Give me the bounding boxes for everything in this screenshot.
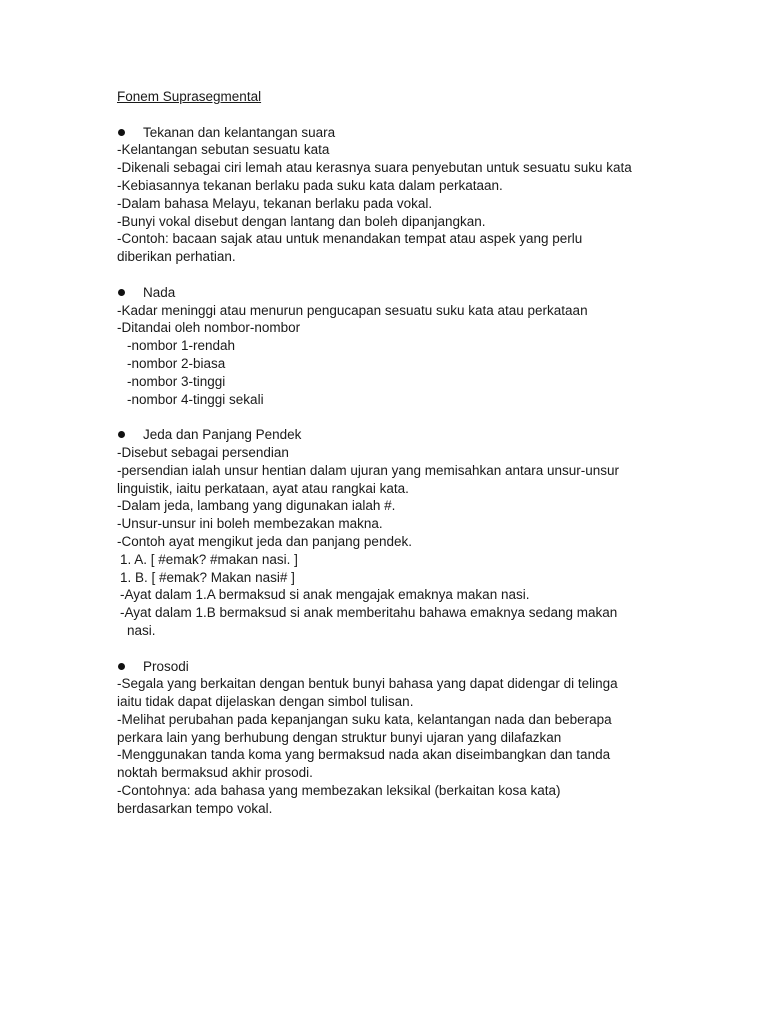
bullet-icon (118, 289, 125, 296)
body-line: perkara lain yang berhubung dengan struktur bunyi ujaran yang dilafazkan (117, 729, 562, 745)
section-tekanan (117, 124, 677, 266)
body-line: -Segala yang berkaitan dengan bentuk bunyi bahasa yang dapat didengar di telinga (117, 676, 618, 692)
body-line: -Kelantangan sebutan sesuatu kata (117, 142, 330, 158)
body-line: -nombor 4-tinggi sekali (127, 391, 264, 407)
section-heading-text: Prosodi (143, 658, 189, 674)
bullet-icon (118, 431, 125, 438)
body-line: -Contoh ayat mengikut jeda dan panjang pendek. (117, 533, 412, 549)
section-heading (117, 426, 677, 444)
body-line: nasi. (127, 622, 156, 638)
body-line: -persendian ialah unsur hentian dalam ujuran yang memisahkan antara unsur-unsur (117, 462, 620, 478)
body-line: 1. A. [ #emak? #makan nasi. ] (120, 551, 298, 567)
body-line: iaitu tidak dapat dijelaskan dengan simbol tulisan. (117, 694, 414, 710)
body-line: -Dalam bahasa Melayu, tekanan berlaku pada vokal. (117, 195, 433, 211)
document-title: Fonem Suprasegmental (117, 89, 262, 104)
spacer (117, 408, 677, 426)
section-heading (117, 658, 677, 676)
body-line: -Ayat dalam 1.B bermaksud si anak memberitahu bahawa emaknya sedang makan (120, 605, 618, 621)
section-heading (117, 284, 677, 302)
body-line: -Unsur-unsur ini boleh membezakan makna. (117, 516, 383, 532)
body-line: -Bunyi vokal disebut dengan lantang dan boleh dipanjangkan. (117, 213, 486, 229)
body-line: berdasarkan tempo vokal. (117, 800, 273, 816)
body-line: -Dalam jeda, lambang yang digunakan ialah #. (117, 498, 396, 514)
body-line: -nombor 3-tinggi (127, 373, 226, 389)
spacer (117, 106, 677, 124)
section-jeda (117, 426, 677, 640)
section-heading-text: Nada (143, 284, 176, 300)
bullet-icon (118, 663, 125, 670)
spacer (117, 266, 677, 284)
body-line: -Ayat dalam 1.A bermaksud si anak mengajak emaknya makan nasi. (120, 587, 530, 603)
body-line: -Contohnya: ada bahasa yang membezakan leksikal (berkaitan kosa kata) (117, 783, 561, 799)
body-line: -Disebut sebagai persendian (117, 444, 289, 460)
body-line: -Menggunakan tanda koma yang bermaksud nada akan diseimbangkan dan tanda (117, 747, 611, 763)
bullet-icon (118, 129, 125, 136)
body-line: -nombor 1-rendah (127, 338, 236, 354)
body-line: diberikan perhatian. (117, 249, 236, 265)
body-line: -Kebiasannya tekanan berlaku pada suku kata dalam perkataan. (117, 177, 503, 193)
section-prosodi (117, 658, 677, 818)
section-nada (117, 284, 677, 409)
section-heading (117, 124, 677, 142)
document-page (117, 88, 677, 818)
body-line: noktah bermaksud akhir prosodi. (117, 765, 313, 781)
body-line: -Melihat perubahan pada kepanjangan suku kata, kelantangan nada dan beberapa (117, 711, 612, 727)
body-line: -Dikenali sebagai ciri lemah atau kerasnya suara penyebutan untuk sesuatu suku kata (117, 160, 632, 176)
section-heading-text: Jeda dan Panjang Pendek (143, 427, 302, 443)
body-line: -Contoh: bacaan sajak atau untuk menandakan tempat atau aspek yang perlu (117, 231, 583, 247)
body-line: -Ditandai oleh nombor-nombor (117, 320, 301, 336)
body-line: linguistik, iaitu perkataan, ayat atau rangkai kata. (117, 480, 409, 496)
body-line: -Kadar meninggi atau menurun pengucapan sesuatu suku kata atau perkataan (117, 302, 588, 318)
body-line: 1. B. [ #emak? Makan nasi# ] (120, 569, 295, 585)
section-heading-text: Tekanan dan kelantangan suara (143, 124, 336, 140)
body-line: -nombor 2-biasa (127, 355, 226, 371)
spacer (117, 640, 677, 658)
